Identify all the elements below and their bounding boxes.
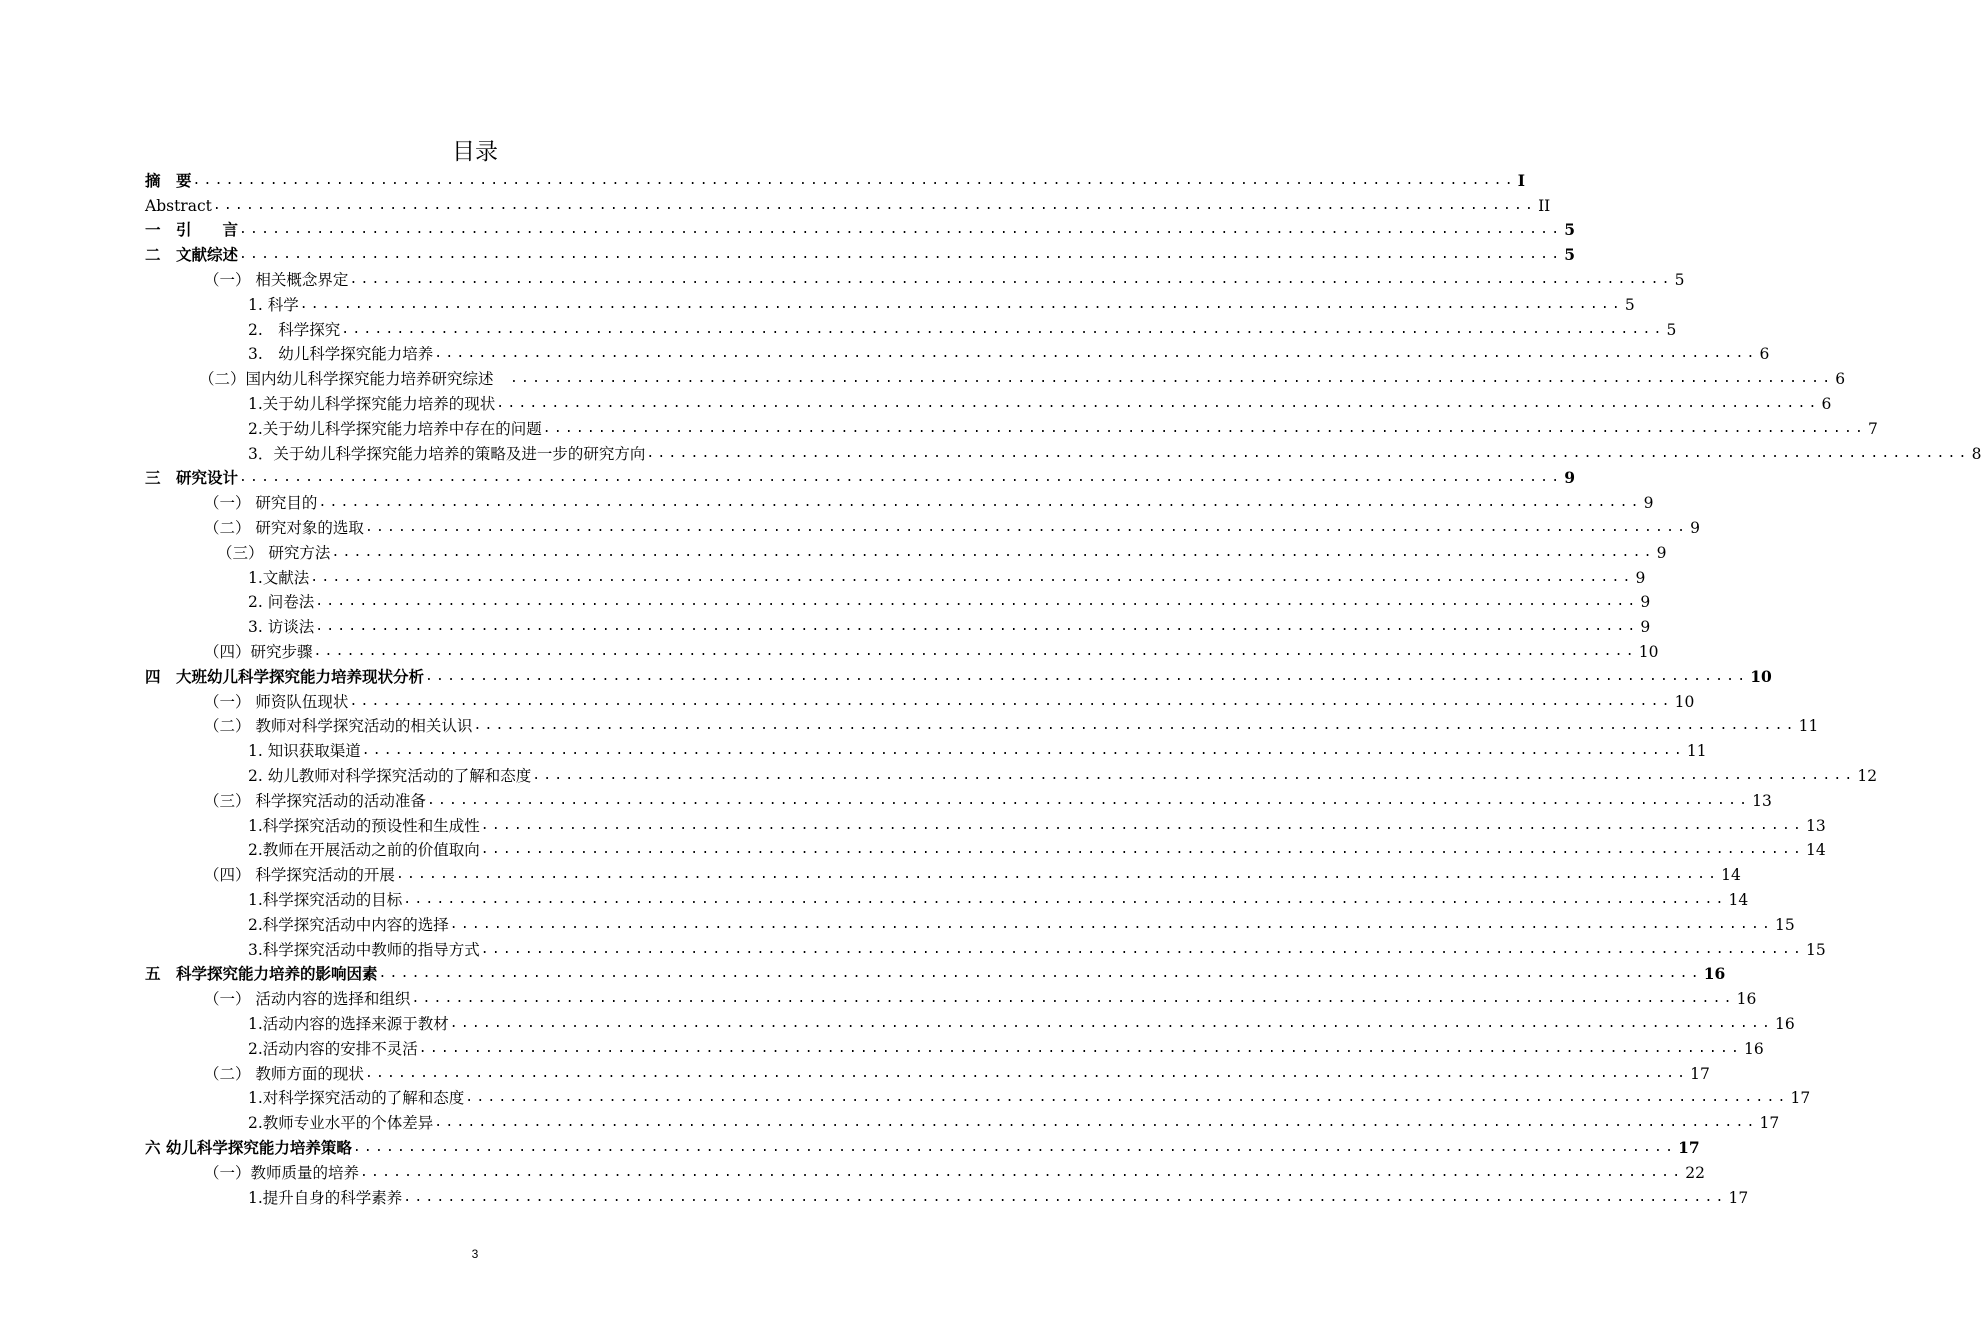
toc-entry-label: 3.科学探究活动中教师的指导方式 — [248, 940, 480, 959]
toc-entry-label: 2. 问卷法 — [248, 593, 315, 612]
toc-entry-page: 9 — [1643, 494, 1654, 513]
toc-entry-page: 16 — [1736, 990, 1757, 1009]
toc-leader-dots: ........................................................................................................................ — [378, 966, 1702, 982]
toc-entry[interactable] — [248, 811, 1826, 836]
toc-entry-label: 1.对科学探究活动的了解和态度 — [248, 1089, 465, 1108]
toc-leader-dots: ........................................................................................................................ — [239, 470, 1563, 486]
toc-entry-label: 3. 访谈法 — [248, 618, 315, 637]
toc-entry[interactable] — [204, 860, 1741, 885]
toc-leader-dots: ........................................................................................................................ — [426, 792, 1751, 808]
toc-entry-label: 1.科学探究活动的预设性和生成性 — [248, 816, 480, 835]
toc-leader-dots: ........................................................................................................................ — [532, 767, 1856, 783]
page-number: 3 — [471, 1247, 479, 1261]
toc-entry[interactable] — [145, 216, 1576, 241]
toc-entry-label: （一） 相关概念界定 — [204, 270, 349, 289]
toc-entry-page: 22 — [1685, 1163, 1705, 1182]
toc-entry-label: 一 引 言 — [145, 220, 239, 240]
toc-entry-label: 六 幼儿科学探究能力培养策略 — [145, 1137, 352, 1157]
toc-entry-label: 1.关于幼儿科学探究能力培养的现状 — [248, 394, 496, 413]
toc-entry-page: 9 — [1640, 618, 1651, 637]
toc-leader-dots: ........................................................................................................................ — [361, 743, 1685, 759]
toc-entry-page: 5 — [1666, 320, 1677, 339]
toc-entry[interactable] — [248, 736, 1707, 761]
toc-leader-dots: ........................................................................................................................ — [360, 1164, 1684, 1180]
toc-entry-label: （四） 科学探究活动的开展 — [204, 866, 395, 885]
toc-entry-page: 14 — [1728, 890, 1749, 909]
toc-entry-label: 2.活动内容的安排不灵活 — [248, 1039, 418, 1058]
toc-entry-page: I — [1517, 170, 1525, 190]
toc-leader-dots: ........................................................................................................................ — [403, 1189, 1727, 1205]
toc-entry-page: 17 — [1790, 1089, 1811, 1108]
toc-leader-dots: ........................................................................................................................ — [411, 991, 1735, 1007]
toc-entry[interactable] — [145, 1133, 1700, 1158]
toc-entry-page: 6 — [1835, 370, 1846, 389]
toc-entry-page: 5 — [1674, 270, 1685, 289]
toc-entry-page: 5 — [1624, 295, 1635, 314]
toc-leader-dots: ........................................................................................................................ — [434, 1115, 1758, 1131]
toc-entry-page: 6 — [1821, 394, 1832, 413]
toc-entry[interactable] — [248, 885, 1749, 910]
toc-entry[interactable] — [248, 836, 1826, 861]
toc-entry[interactable] — [204, 488, 1654, 513]
toc-entry[interactable] — [204, 786, 1772, 811]
toc-title: 目录 — [452, 139, 498, 165]
toc-entry[interactable] — [248, 315, 1677, 340]
toc-entry-label: （一） 师资队伍现状 — [204, 692, 349, 711]
toc-entry[interactable] — [248, 389, 1832, 414]
toc-entry[interactable] — [204, 1059, 1710, 1084]
toc-entry-label: 3．关于幼儿科学探究能力培养的策略及进一步的研究方向 — [248, 444, 646, 463]
toc-entry-label: 2. 科学探究 — [248, 320, 341, 339]
toc-leader-dots: ........................................................................................................................ — [349, 693, 1673, 709]
toc-leader-dots: ........................................................................................................................ — [403, 891, 1727, 907]
toc-entry-page: 10 — [1674, 692, 1695, 711]
toc-leader-dots: ........................................................................................................................ — [395, 867, 1720, 883]
toc-entry[interactable] — [217, 538, 1667, 563]
toc-leader-dots: ........................................................................................................................ — [239, 222, 1563, 238]
toc-entry[interactable] — [248, 1084, 1811, 1109]
toc-entry-label: 1.科学探究活动的目标 — [248, 890, 403, 909]
toc-leader-dots: ........................................................................................................................ — [364, 519, 1689, 535]
toc-leader-dots: ........................................................................................................................ — [418, 1040, 1742, 1056]
toc-leader-dots: ........................................................................................................................ — [315, 619, 1639, 635]
toc-entry[interactable] — [248, 1034, 1764, 1059]
toc-entry[interactable] — [204, 637, 1659, 662]
toc-leader-dots: ........................................................................................................................ — [449, 1015, 1773, 1031]
toc-leader-dots: ........................................................................................................................ — [542, 420, 1866, 436]
toc-leader-dots: ........................................................................................................................ — [646, 445, 1970, 461]
toc-leader-dots: ........................................................................................................................ — [364, 1065, 1689, 1081]
toc-entry[interactable] — [145, 191, 1551, 216]
toc-entry-label: （一） 活动内容的选择和组织 — [204, 990, 411, 1009]
toc-entry-label: 1.提升自身的科学素养 — [248, 1188, 403, 1207]
toc-leader-dots: ........................................................................................................................ — [318, 495, 1642, 511]
toc-entry-page: 9 — [1690, 518, 1701, 537]
toc-entry-page: 12 — [1857, 766, 1878, 785]
toc-leader-dots: ........................................................................................................................ — [480, 842, 1804, 858]
toc-leader-dots: ........................................................................................................................ — [313, 643, 1637, 659]
toc-entry-label: （一）教师质量的培养 — [204, 1163, 360, 1182]
toc-leader-dots: ........................................................................................................................ — [480, 817, 1804, 833]
toc-leader-dots: ........................................................................................................................ — [510, 371, 1834, 387]
toc-entry-page: 17 — [1678, 1137, 1700, 1157]
toc-entry[interactable] — [145, 464, 1576, 489]
toc-entry-page: 16 — [1703, 964, 1726, 984]
toc-leader-dots: ........................................................................................................................ — [212, 197, 1537, 213]
toc-entry-page: II — [1538, 196, 1551, 215]
toc-entry[interactable] — [204, 712, 1819, 737]
toc-entry-label: （四）研究步骤 — [204, 642, 313, 661]
toc-entry[interactable] — [199, 364, 1846, 389]
toc-entry-label: 1.活动内容的选择来源于教材 — [248, 1014, 449, 1033]
toc-entry[interactable] — [248, 588, 1651, 613]
toc-entry-page: 5 — [1564, 245, 1576, 265]
toc-entry[interactable] — [248, 761, 1878, 786]
toc-entry-label: （二）国内幼儿科学探究能力培养研究综述 — [199, 370, 510, 389]
toc-entry-label: 三 研究设计 — [145, 468, 239, 488]
toc-entry-page: 13 — [1752, 791, 1772, 810]
toc-entry-label: 2.关于幼儿科学探究能力培养中存在的问题 — [248, 419, 542, 438]
toc-entry[interactable] — [145, 960, 1726, 985]
toc-entry-label: 摘 要 — [145, 170, 192, 190]
toc-entry-label: 2. 幼儿教师对科学探究活动的了解和态度 — [248, 766, 532, 785]
toc-entry-page: 17 — [1759, 1114, 1780, 1133]
toc-entry[interactable] — [248, 612, 1651, 637]
toc-leader-dots: ........................................................................................................................ — [480, 941, 1804, 957]
toc-leader-dots: ........................................................................................................................ — [315, 594, 1639, 610]
toc-entry-label: （二） 教师对科学探究活动的相关认识 — [204, 717, 473, 736]
toc-entry[interactable] — [145, 240, 1576, 265]
toc-entry-label: 3. 幼儿科学探究能力培养 — [248, 345, 434, 364]
toc-entry[interactable] — [248, 910, 1795, 935]
toc-leader-dots: ........................................................................................................................ — [425, 668, 1749, 684]
toc-entry[interactable] — [248, 935, 1826, 960]
toc-leader-dots: ........................................................................................................................ — [310, 569, 1634, 585]
toc-entry[interactable] — [204, 513, 1701, 538]
toc-entry[interactable] — [248, 290, 1635, 315]
toc-entry-label: 四 大班幼儿科学探究能力培养现状分析 — [145, 666, 425, 686]
toc-entry-label: （三） 科学探究活动的活动准备 — [204, 791, 426, 810]
toc-entry[interactable] — [248, 414, 1878, 439]
toc-entry-page: 17 — [1728, 1188, 1749, 1207]
toc-entry-page: 14 — [1721, 866, 1741, 885]
toc-entry-page: 11 — [1686, 742, 1707, 761]
toc-entry-page: 6 — [1759, 345, 1770, 364]
toc-entry[interactable] — [248, 439, 1981, 464]
toc-leader-dots: ........................................................................................................................ — [473, 718, 1797, 734]
toc-leader-dots: ........................................................................................................................ — [352, 1139, 1677, 1155]
toc-entry-page: 10 — [1750, 666, 1772, 686]
toc-entry-page: 15 — [1775, 915, 1795, 934]
toc-entry-label: 五 科学探究能力培养的影响因素 — [145, 964, 378, 984]
toc-leader-dots: ........................................................................................................................ — [349, 271, 1673, 287]
toc-leader-dots: ........................................................................................................................ — [192, 172, 1516, 188]
toc-entry-page: 14 — [1806, 841, 1826, 860]
toc-entry-label: 2.教师专业水平的个体差异 — [248, 1114, 434, 1133]
toc-entry-label: （三） 研究方法 — [217, 543, 331, 562]
toc-entry-label: （一） 研究目的 — [204, 494, 318, 513]
toc-entry-page: 9 — [1564, 468, 1576, 488]
toc-entry[interactable] — [248, 1183, 1749, 1208]
toc-entry[interactable] — [248, 563, 1646, 588]
toc-entry-page: 13 — [1806, 816, 1826, 835]
toc-entry-page: 11 — [1798, 717, 1819, 736]
toc-entry-label: Abstract — [145, 196, 212, 215]
toc-leader-dots: ........................................................................................................................ — [239, 247, 1563, 263]
toc-leader-dots: ........................................................................................................................ — [449, 916, 1773, 932]
toc-leader-dots: ........................................................................................................................ — [496, 395, 1820, 411]
toc-entry-page: 16 — [1744, 1039, 1764, 1058]
toc-entry[interactable] — [248, 1108, 1780, 1133]
toc-entry[interactable] — [248, 1009, 1795, 1034]
toc-entry-page: 5 — [1564, 220, 1576, 240]
toc-entry-page: 9 — [1635, 568, 1646, 587]
toc-entry-label: （二） 研究对象的选取 — [204, 518, 364, 537]
toc-leader-dots: ........................................................................................................................ — [341, 321, 1665, 337]
toc-entry-label: 2.科学探究活动中内容的选择 — [248, 915, 449, 934]
toc-entry-page: 10 — [1638, 642, 1659, 661]
toc-entry[interactable] — [145, 662, 1772, 687]
toc-entry-page: 9 — [1640, 593, 1651, 612]
toc-entry[interactable] — [204, 984, 1757, 1009]
toc-entry-label: 1. 科学 — [248, 295, 299, 314]
toc-entry-page: 16 — [1775, 1014, 1795, 1033]
toc-entry[interactable] — [248, 340, 1770, 365]
toc-leader-dots: ........................................................................................................................ — [465, 1090, 1789, 1106]
toc-entry-label: （二） 教师方面的现状 — [204, 1064, 364, 1083]
toc-leader-dots: ........................................................................................................................ — [331, 544, 1655, 560]
toc-entry-label: 1. 知识获取渠道 — [248, 742, 361, 761]
toc-entry[interactable] — [204, 1158, 1705, 1183]
toc-entry[interactable] — [204, 265, 1685, 290]
toc-entry-label: 1.文献法 — [248, 568, 310, 587]
toc-leader-dots: ........................................................................................................................ — [434, 346, 1758, 362]
toc-entry-page: 7 — [1868, 419, 1878, 438]
toc-entry-page: 17 — [1690, 1064, 1710, 1083]
toc-entry[interactable] — [145, 166, 1525, 191]
toc-entry-page: 15 — [1806, 940, 1826, 959]
toc-entry-page: 8 — [1971, 444, 1981, 463]
toc-leader-dots: ........................................................................................................................ — [299, 296, 1623, 312]
toc-entry-label: 二 文献综述 — [145, 245, 239, 265]
toc-entry-page: 9 — [1656, 543, 1667, 562]
toc-entry-label: 2.教师在开展活动之前的价值取向 — [248, 841, 480, 860]
toc-entry[interactable] — [204, 687, 1695, 712]
